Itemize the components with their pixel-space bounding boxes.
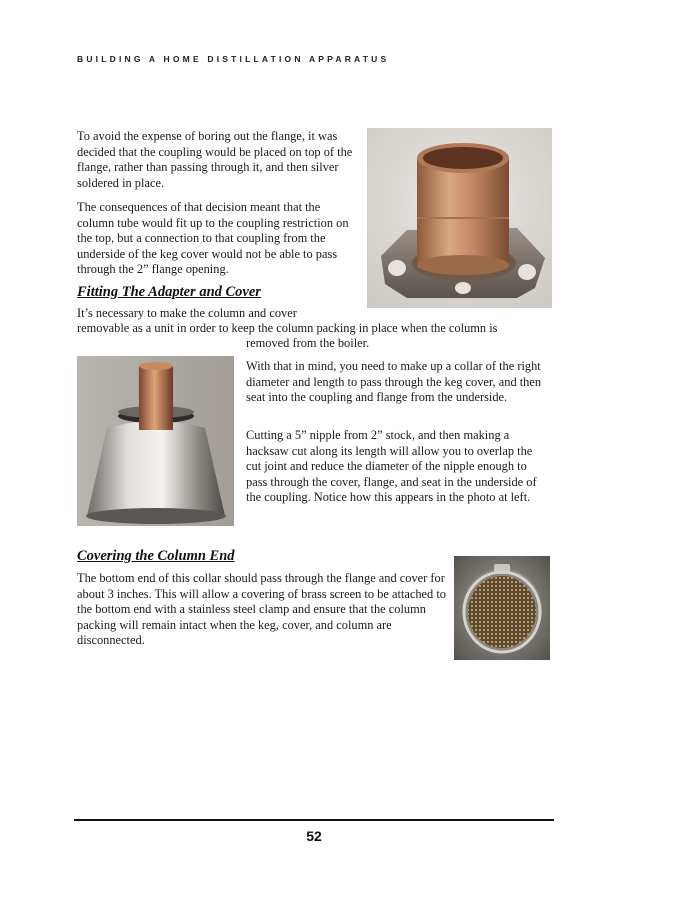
footer-rule	[74, 819, 554, 821]
fitting-line-1: It’s necessary to make the column and cover	[77, 306, 297, 320]
keg-cover-collar-photo	[77, 356, 234, 526]
coupling-flange-photo	[367, 128, 552, 308]
section-heading-fitting: Fitting The Adapter and Cover	[77, 284, 261, 300]
intro-paragraph-1: To avoid the expense of boring out the flange, it was decided that the coupling would be placed on top of the flange, rather than passing through it, and then silver soldered in place.	[77, 129, 353, 190]
fitting-paragraph-2: With that in mind, you need to make up a collar of the right diameter and length to pass through the keg cover, and then seat into the coupling and flange from the underside.	[246, 359, 542, 405]
fitting-paragraph-3: Cutting a 5” nipple from 2” stock, and then making a hacksaw cut along its length will allow you to overlap the cut joint and reduce the diameter of the nipple enough to pass through the cover, flange, and seat in the underside of the coupling. Notice how this appears in the photo at left.	[246, 428, 537, 505]
running-header: BUILDING A HOME DISTILLATION APPARATUS	[77, 54, 390, 64]
fitting-line-3: removed from the boiler.	[246, 336, 370, 350]
brass-screen-photo	[454, 556, 550, 660]
intro-paragraph-2: The consequences of that decision meant that the column tube would fit up to the coupling restriction on the top, but a connection to that coupling from the underside of the keg cover would not be able to pass through the 2” flange opening.	[77, 200, 349, 277]
covering-paragraph: The bottom end of this collar should pass through the flange and cover for about 3 inches. This will allow a covering of brass screen to be attached to the bottom end with a stainless steel clamp and ensure that the column packing will remain intact when the keg, cover, and column are disconnected.	[77, 571, 446, 648]
section-heading-covering: Covering the Column End	[77, 548, 235, 564]
page-number: 52	[306, 828, 322, 844]
fitting-line-2: removable as a unit in order to keep the column packing in place when the column is	[77, 321, 498, 335]
